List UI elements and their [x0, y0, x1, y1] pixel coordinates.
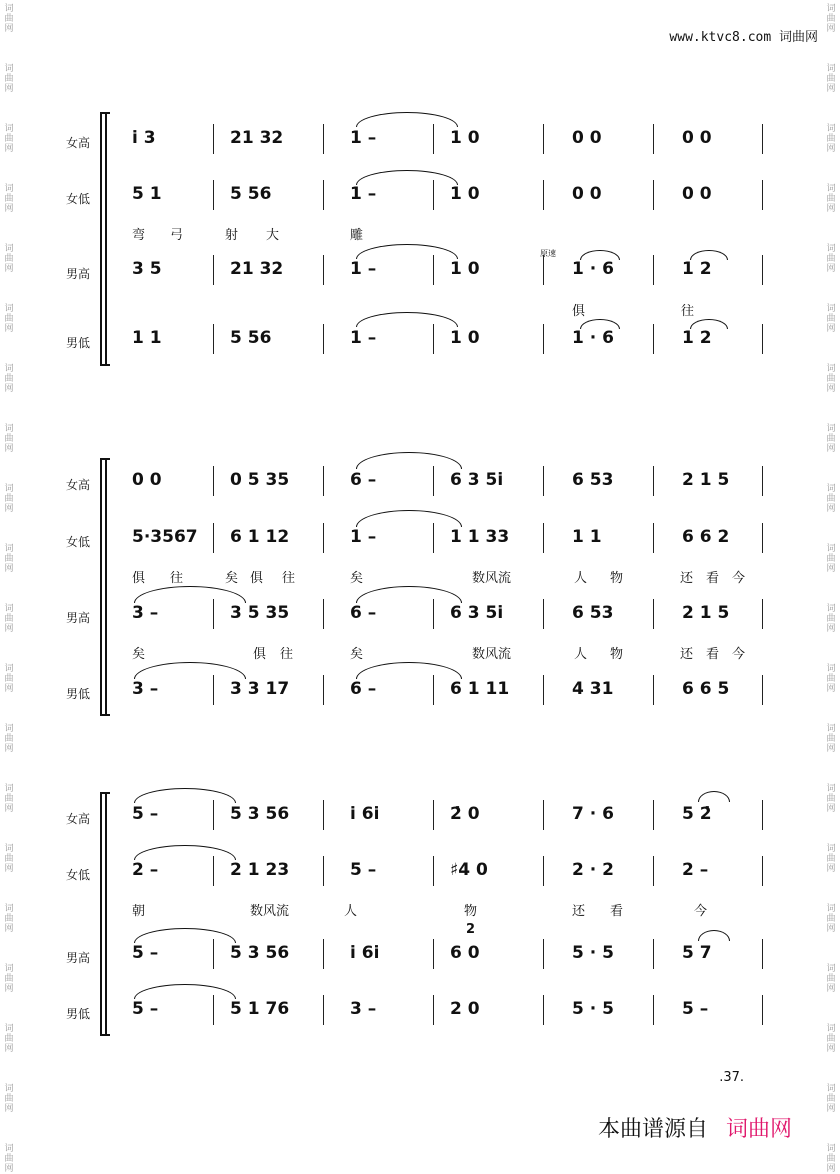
lyric-syllable: 物 [464, 904, 478, 919]
barline [762, 324, 763, 354]
voice-label: 男低 [66, 336, 91, 350]
measure-notes: 5 2̇ [682, 804, 712, 824]
watermark-text: 词曲网 [4, 1144, 14, 1174]
watermark-text: 词曲网 [4, 724, 14, 754]
watermark-text: 词曲网 [4, 244, 14, 274]
barline [213, 180, 214, 210]
barline [653, 124, 654, 154]
tie-arc [134, 984, 236, 999]
voice-label: 男低 [66, 687, 91, 701]
barline [213, 324, 214, 354]
tie-arc [356, 510, 462, 527]
measure-notes: 6 3 5i̇ [450, 470, 504, 490]
voice-label: 女低 [66, 192, 91, 206]
tie-arc [356, 170, 458, 185]
barline [213, 856, 214, 886]
watermark-text: 词曲网 [826, 784, 836, 814]
watermark-text: 词曲网 [4, 304, 14, 334]
barline [543, 800, 544, 830]
barline [323, 675, 324, 705]
measure-notes: 1 2 [682, 259, 712, 279]
barline [323, 324, 324, 354]
barline [213, 466, 214, 496]
watermark-text: 词曲网 [826, 1144, 836, 1174]
barline [323, 800, 324, 830]
measure-notes: 6 1 11 [450, 679, 510, 699]
page-number: .37. [719, 1070, 744, 1085]
barline [543, 466, 544, 496]
measure-notes: 1 – [350, 184, 377, 204]
measure-notes: i̇ 6i̇ [350, 943, 380, 963]
barline [213, 675, 214, 705]
lyric-syllable: 矣 [132, 647, 146, 662]
measure-notes: 1 – [350, 527, 377, 547]
voice-label: 女高 [66, 812, 91, 826]
lyric-syllable: 人 [574, 647, 588, 662]
barline [653, 856, 654, 886]
barline [762, 939, 763, 969]
measure-notes: 5 · 5 [572, 999, 614, 1019]
measure-notes: 1 1 33 [450, 527, 510, 547]
measure-notes: 6 6 5 [682, 679, 730, 699]
watermark-text: 词曲网 [826, 544, 836, 574]
barline [433, 523, 434, 553]
lyric-syllable: 矣 [350, 571, 364, 586]
watermark-text: 词曲网 [4, 64, 14, 94]
lyric-syllable: 今 [732, 571, 746, 586]
watermark-text: 词曲网 [4, 484, 14, 514]
measure-notes: 6 – [350, 603, 377, 623]
barline [762, 124, 763, 154]
barline [433, 856, 434, 886]
measure-notes: 3 5 [132, 259, 162, 279]
measure-notes: 1 0 [450, 128, 480, 148]
lyric-syllable: 人 [574, 571, 588, 586]
measure-notes: 6 53 [572, 603, 614, 623]
measure-notes: 4 31 [572, 679, 614, 699]
lyric-syllable: 今 [732, 647, 746, 662]
tie-arc [134, 845, 236, 860]
barline [543, 995, 544, 1025]
measure-notes: 0 0 [682, 184, 712, 204]
barline [213, 939, 214, 969]
measure-notes: 2 0 [450, 999, 480, 1019]
lyric-syllable: 俱 [572, 304, 586, 319]
watermark-text: 词曲网 [4, 364, 14, 394]
lyric-syllable: 俱 [132, 571, 146, 586]
watermark-text: 词曲网 [826, 244, 836, 274]
measure-notes: 7 · 6 [572, 804, 614, 824]
voice-label: 女高 [66, 478, 91, 492]
tie-arc [690, 250, 728, 260]
tie-arc [134, 928, 236, 943]
barline [543, 599, 544, 629]
watermark-text: 词曲网 [826, 484, 836, 514]
watermark-text: 词曲网 [826, 604, 836, 634]
lyric-syllable: 往 [280, 647, 294, 662]
barline [762, 180, 763, 210]
barline [213, 995, 214, 1025]
watermark-text: 词曲网 [4, 184, 14, 214]
barline [323, 180, 324, 210]
lyric-syllable: 看 [706, 647, 720, 662]
measure-notes: 0 0 [572, 184, 602, 204]
barline [653, 675, 654, 705]
voice-label: 男高 [66, 951, 91, 965]
measure-notes: 1 2 [682, 328, 712, 348]
barline [543, 523, 544, 553]
tie-arc [356, 112, 458, 127]
barline [433, 599, 434, 629]
barline [653, 599, 654, 629]
tie-arc [356, 586, 462, 603]
lyric-syllable: 往 [681, 304, 695, 319]
measure-notes: 2 1 5 [682, 603, 730, 623]
system-brace [100, 112, 110, 366]
tie-arc [356, 452, 462, 469]
barline [433, 324, 434, 354]
system-brace [100, 458, 110, 716]
measure-notes: 2 1 5 [682, 470, 730, 490]
voice-label: 男低 [66, 1007, 91, 1021]
measure-notes: 5 56 [230, 184, 272, 204]
barline [653, 324, 654, 354]
barline [762, 599, 763, 629]
watermark-text: 词曲网 [826, 64, 836, 94]
measure-notes: 3 – [350, 999, 377, 1019]
watermark-text: 词曲网 [4, 124, 14, 154]
measure-notes: 6 – [350, 679, 377, 699]
measure-notes: 6 6 2 [682, 527, 730, 547]
barline [323, 466, 324, 496]
barline [653, 180, 654, 210]
chord-upper-note: 2 [466, 922, 476, 937]
barline [433, 255, 434, 285]
measure-notes: 0 0 [572, 128, 602, 148]
measure-notes: 5 – [132, 804, 159, 824]
barline [762, 523, 763, 553]
measure-notes: 5 1 [132, 184, 162, 204]
barline [653, 800, 654, 830]
lyric-syllable: 射 [225, 228, 239, 243]
watermark-text: 词曲网 [4, 964, 14, 994]
lyric-syllable: 看 [610, 904, 624, 919]
watermark-text: 词曲网 [4, 604, 14, 634]
tie-arc [134, 662, 246, 679]
tie-arc [698, 930, 730, 941]
measure-notes: 2 · 2 [572, 860, 614, 880]
barline [543, 324, 544, 354]
measure-notes: 5 – [132, 999, 159, 1019]
lyric-syllable: 物 [610, 647, 624, 662]
watermark-text: 词曲网 [826, 4, 836, 34]
watermark-text: 词曲网 [4, 4, 14, 34]
tie-arc [690, 319, 728, 329]
tie-arc [134, 586, 246, 603]
watermark-text: 词曲网 [826, 904, 836, 934]
measure-notes: 1 0 [450, 184, 480, 204]
measure-notes: 5 – [350, 860, 377, 880]
source-prefix: 本曲谱源自 [597, 1117, 708, 1142]
barline [323, 523, 324, 553]
lyric-syllable: 俱 [250, 571, 264, 586]
measure-notes: 6 3 5i̇ [450, 603, 504, 623]
watermark-text: 词曲网 [4, 784, 14, 814]
barline [433, 466, 434, 496]
barline [323, 599, 324, 629]
tie-arc [356, 312, 458, 327]
fermata-tie [698, 791, 730, 802]
watermark-text: 词曲网 [826, 964, 836, 994]
measure-notes: 6 1 12 [230, 527, 290, 547]
source-name: 词曲网 [725, 1117, 792, 1142]
watermark-strip-right [824, 0, 838, 1174]
lyric-syllable: 数风流 [472, 571, 512, 586]
barline [762, 255, 763, 285]
measure-notes: 2 1 23 [230, 860, 290, 880]
voice-label: 男高 [66, 611, 91, 625]
barline [543, 675, 544, 705]
tempo-mark: 原速 [540, 249, 556, 258]
barline [433, 939, 434, 969]
tie-arc [356, 662, 462, 679]
watermark-text: 词曲网 [826, 364, 836, 394]
barline [323, 939, 324, 969]
lyric-syllable: 今 [694, 904, 708, 919]
measure-notes: 1 0 [450, 328, 480, 348]
lyric-syllable: 大 [266, 228, 280, 243]
lyric-syllable: 弓 [170, 228, 184, 243]
measure-notes: 5 1 76 [230, 999, 290, 1019]
watermark-text: 词曲网 [4, 424, 14, 454]
lyric-syllable: 往 [282, 571, 296, 586]
watermark-text: 词曲网 [826, 724, 836, 754]
measure-notes: 6 – [350, 470, 377, 490]
voice-label: 男高 [66, 267, 91, 281]
measure-notes: 5 3 56 [230, 804, 290, 824]
tie-arc [580, 250, 620, 260]
watermark-text: 词曲网 [826, 664, 836, 694]
watermark-text: 词曲网 [826, 304, 836, 334]
measure-notes: i̇ 3 [132, 128, 156, 148]
measure-notes: 2 – [132, 860, 159, 880]
lyric-syllable: 俱 [253, 647, 267, 662]
measure-notes: 3 – [132, 679, 159, 699]
barline [653, 255, 654, 285]
lyric-syllable: 矣 [350, 647, 364, 662]
measure-notes: 0 0 [132, 470, 162, 490]
measure-notes: 1 · 6 [572, 328, 614, 348]
barline [653, 523, 654, 553]
barline [323, 255, 324, 285]
measure-notes: 2̇ 0 [450, 804, 480, 824]
lyric-syllable: 矣 [225, 571, 239, 586]
measure-notes: 3 5 35 [230, 603, 290, 623]
barline [762, 800, 763, 830]
barline [543, 124, 544, 154]
measure-notes: 0 5 35 [230, 470, 290, 490]
barline [213, 255, 214, 285]
barline [323, 995, 324, 1025]
watermark-text: 词曲网 [4, 904, 14, 934]
lyric-syllable: 数风流 [472, 647, 512, 662]
site-url: www.ktvc8.com 词曲网 [669, 30, 818, 45]
watermark-text: 词曲网 [4, 1084, 14, 1114]
measure-notes: 1 1 [572, 527, 602, 547]
watermark-text: 词曲网 [826, 184, 836, 214]
barline [762, 466, 763, 496]
voice-label: 女高 [66, 136, 91, 150]
lyric-syllable: 雕 [350, 228, 364, 243]
watermark-text: 词曲网 [826, 124, 836, 154]
lyric-syllable: 朝 [132, 904, 146, 919]
voice-label: 女低 [66, 535, 91, 549]
measure-notes: 5 · 5 [572, 943, 614, 963]
barline [762, 995, 763, 1025]
lyric-syllable: 还 [572, 904, 586, 919]
measure-notes: 1 – [350, 328, 377, 348]
system-brace [100, 792, 110, 1036]
measure-notes: i̇ 6i̇ [350, 804, 380, 824]
lyric-syllable: 弯 [132, 228, 146, 243]
barline [543, 939, 544, 969]
lyric-syllable: 还 [680, 647, 694, 662]
watermark-text: 词曲网 [826, 844, 836, 874]
measure-notes: ♯4 0 [450, 860, 488, 880]
lyric-syllable: 数风流 [250, 904, 290, 919]
lyric-syllable: 人 [344, 904, 358, 919]
barline [653, 466, 654, 496]
barline [433, 800, 434, 830]
barline [213, 523, 214, 553]
tie-arc [580, 319, 620, 329]
tie-arc [356, 244, 458, 259]
watermark-text: 词曲网 [4, 664, 14, 694]
measure-notes: 2 – [682, 860, 709, 880]
measure-notes: 5 – [132, 943, 159, 963]
measure-notes: 3 3 17 [230, 679, 290, 699]
measure-notes: 5 56 [230, 328, 272, 348]
lyric-syllable: 看 [706, 571, 720, 586]
measure-notes: 6 53 [572, 470, 614, 490]
lyric-syllable: 还 [680, 571, 694, 586]
source-credit [598, 1112, 792, 1143]
watermark-text: 词曲网 [826, 1024, 836, 1054]
barline [323, 856, 324, 886]
barline [433, 995, 434, 1025]
barline [433, 124, 434, 154]
barline [653, 939, 654, 969]
lyric-syllable: 物 [610, 571, 624, 586]
watermark-text: 词曲网 [4, 1024, 14, 1054]
measure-notes: 1 · 6 [572, 259, 614, 279]
measure-notes: 1 1 [132, 328, 162, 348]
barline [213, 800, 214, 830]
barline [323, 124, 324, 154]
measure-notes: 21 32 [230, 259, 284, 279]
barline [762, 675, 763, 705]
measure-notes: 0 0 [682, 128, 712, 148]
watermark-text: 词曲网 [826, 424, 836, 454]
barline [543, 255, 544, 285]
lyric-syllable: 往 [170, 571, 184, 586]
barline [762, 856, 763, 886]
barline [653, 995, 654, 1025]
barline [543, 180, 544, 210]
measure-notes: 1 – [350, 259, 377, 279]
barline [433, 675, 434, 705]
barline [213, 599, 214, 629]
watermark-text: 词曲网 [4, 544, 14, 574]
tie-arc [134, 788, 236, 803]
voice-label: 女低 [66, 868, 91, 882]
barline [213, 124, 214, 154]
measure-notes: 21 32 [230, 128, 284, 148]
measure-notes: 5 7 [682, 943, 712, 963]
watermark-text: 词曲网 [826, 1084, 836, 1114]
watermark-strip-left [2, 0, 16, 1174]
measure-notes: 1 0 [450, 259, 480, 279]
measure-notes: 1 – [350, 128, 377, 148]
measure-notes: 5 3 56 [230, 943, 290, 963]
measure-notes: 3 – [132, 603, 159, 623]
watermark-text: 词曲网 [4, 844, 14, 874]
measure-notes: 6 0 [450, 943, 480, 963]
barline [543, 856, 544, 886]
measure-notes: 5 – [682, 999, 709, 1019]
measure-notes: 5·3567 [132, 527, 198, 547]
